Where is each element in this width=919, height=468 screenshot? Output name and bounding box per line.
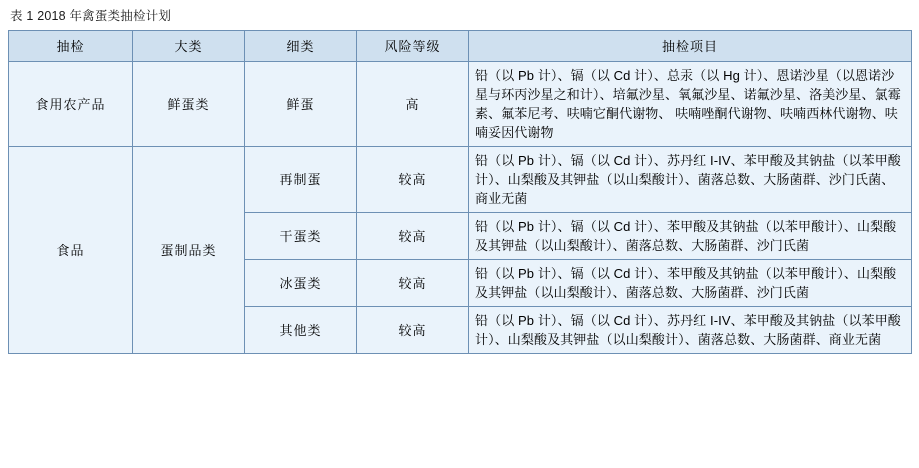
cell-risk-level: 较高 — [357, 260, 469, 307]
cell-major-class: 鲜蛋类 — [133, 62, 245, 147]
cell-items: 铅（以 Pb 计）、镉（以 Cd 计）、苏丹红 I-IV、苯甲酸及其钠盐（以苯甲酸计）、山梨酸及其钾盐（以山梨酸计）、菌落总数、大肠菌群、商业无菌 — [469, 307, 912, 354]
cell-minor-class: 干蛋类 — [245, 213, 357, 260]
column-header-inspection: 抽检 — [9, 31, 133, 62]
cell-risk-level: 较高 — [357, 307, 469, 354]
cell-risk-level: 较高 — [357, 147, 469, 213]
column-header-minor-class: 细类 — [245, 31, 357, 62]
table-header — [9, 31, 912, 62]
table-row — [9, 62, 912, 147]
sampling-plan-table — [8, 30, 912, 354]
cell-major-class: 蛋制品类 — [133, 147, 245, 354]
cell-risk-level: 较高 — [357, 213, 469, 260]
column-header-items: 抽检项目 — [469, 31, 912, 62]
cell-minor-class: 鲜蛋 — [245, 62, 357, 147]
cell-category: 食品 — [9, 147, 133, 354]
cell-minor-class: 再制蛋 — [245, 147, 357, 213]
column-header-risk-level: 风险等级 — [357, 31, 469, 62]
cell-items: 铅（以 Pb 计）、镉（以 Cd 计）、苯甲酸及其钠盐（以苯甲酸计）、山梨酸及其钾盐（以山梨酸计）、菌落总数、大肠菌群、沙门氏菌 — [469, 260, 912, 307]
cell-items: 铅（以 Pb 计）、镉（以 Cd 计）、总汞（以 Hg 计）、恩诺沙星（以恩诺沙星与环丙沙星之和计）、培氟沙星、氧氟沙星、诺氟沙星、洛美沙星、氯霉素、氟苯尼考、呋喃它酮代谢物、 呋喃唑酮代谢物、呋喃西林代谢物、呋喃妥因代谢物 — [469, 62, 912, 147]
table-header-row — [9, 31, 912, 62]
cell-minor-class: 冰蛋类 — [245, 260, 357, 307]
table-caption: 表 1 2018 年禽蛋类抽检计划 — [10, 9, 172, 23]
column-header-major-class: 大类 — [133, 31, 245, 62]
cell-items: 铅（以 Pb 计）、镉（以 Cd 计）、苯甲酸及其钠盐（以苯甲酸计）、山梨酸及其钾盐（以山梨酸计）、菌落总数、大肠菌群、沙门氏菌 — [469, 213, 912, 260]
cell-minor-class: 其他类 — [245, 307, 357, 354]
table-body — [9, 62, 912, 354]
table-row — [9, 147, 912, 213]
cell-items: 铅（以 Pb 计）、镉（以 Cd 计）、苏丹红 I-IV、苯甲酸及其钠盐（以苯甲酸计）、山梨酸及其钾盐（以山梨酸计）、菌落总数、大肠菌群、沙门氏菌、商业无菌 — [469, 147, 912, 213]
cell-risk-level: 高 — [357, 62, 469, 147]
cell-category: 食用农产品 — [9, 62, 133, 147]
